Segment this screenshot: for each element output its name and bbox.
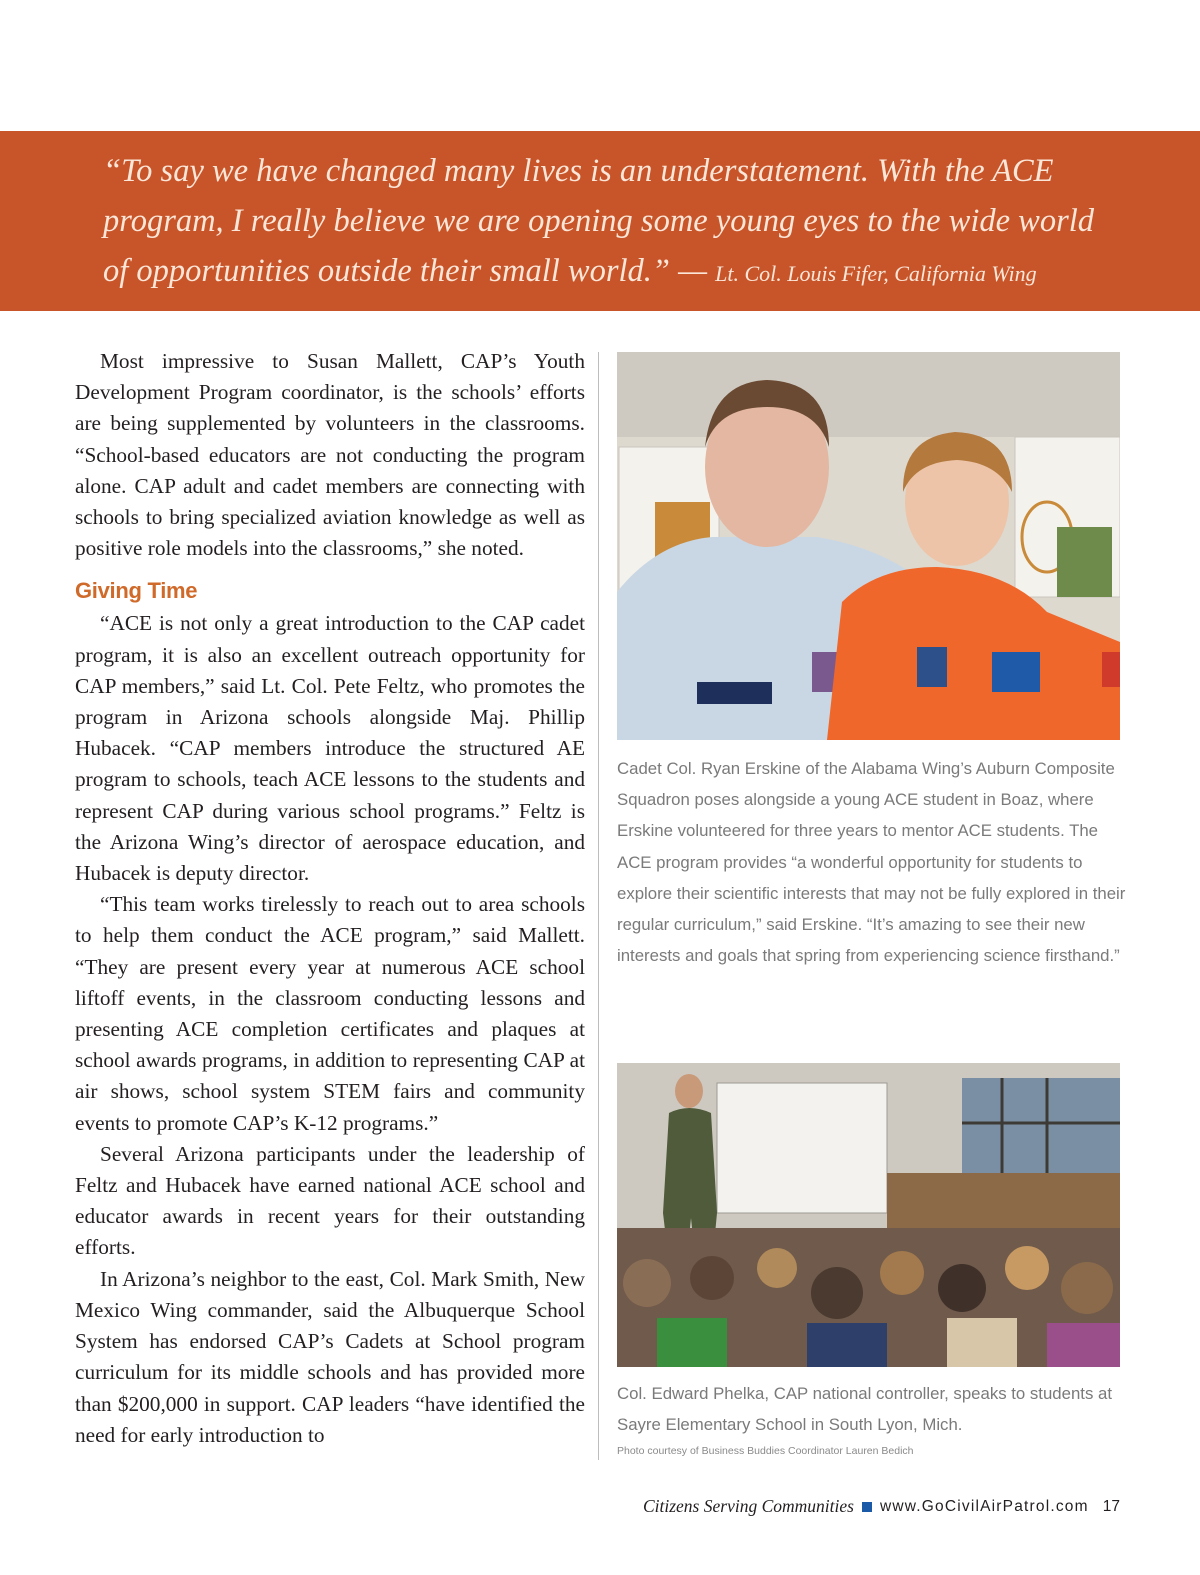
column-divider: [598, 352, 599, 1460]
article-paragraph: Several Arizona participants under the leadership of Feltz and Hubacek have earned national ACE school and educator awards in recent years for their outstanding efforts.: [75, 1141, 585, 1260]
photo-caption: Cadet Col. Ryan Erskine of the Alabama Wing’s Auburn Composite Squadron poses alongside a young ACE student in Boaz, where Erskine volunteered for three years to mentor ACE students. The ACE program provides “a wonderful opportunity for students to explore their scientific interests that may not be fully explored in their regular curriculum,” said Erskine. “It’s amazing to see their new interests and goals that spring from experiencing science firsthand.”: [617, 759, 1126, 966]
photo-classroom-illustration: [617, 1063, 1120, 1367]
photo-classroom: [617, 1063, 1120, 1367]
footer-tagline: Citizens Serving Communities: [642, 1496, 854, 1516]
photo-credit: Photo courtesy of Business Buddies Coordinator Lauren Bedich: [617, 1445, 914, 1457]
page-number: 17: [1102, 1497, 1120, 1515]
square-bullet-icon: [862, 1502, 872, 1512]
page-footer: [643, 1496, 1120, 1517]
pull-quote-attribution: Lt. Col. Louis Fifer, California Wing: [715, 261, 1037, 286]
pull-quote: [103, 146, 1123, 299]
article-paragraph: “This team works tirelessly to reach out to area schools to help them conduct the ACE program,” said Mallett. “They are present every year at numerous ACE school liftoff events, in the classroom conducting lessons and presenting ACE completion certificates and plaques at school awards programs, in addition to representing CAP at air shows, school system STEM fairs and community events to promote CAP’s K-12 programs.”: [75, 892, 585, 1135]
article-paragraph: Most impressive to Susan Mallett, CAP’s Youth Development Program coordinator, is the schools’ efforts are being supplemented by volunteers in the classrooms. “School-based educators are not conducting the program alone. CAP adult and cadet members are connecting with schools to bring specialized aviation knowledge as well as positive role models into the classrooms,” she noted.: [75, 349, 585, 561]
article-paragraph: In Arizona’s neighbor to the east, Col. Mark Smith, New Mexico Wing commander, said the Albuquerque School System has endorsed CAP’s Cadets at School program curriculum for its middle schools and has provided more than $200,000 in support. CAP leaders “have identified the need for early introduction to: [75, 1266, 585, 1447]
photo-cadet-and-student-illustration: [617, 352, 1120, 740]
footer-url[interactable]: www.GoCivilAirPatrol.com: [879, 1497, 1089, 1515]
article-column: [75, 346, 585, 1451]
pull-quote-text: “To say we have changed many lives is an understatement. With the ACE program, I really believe we are opening some young eyes to the wide world of opportunities outside their small world.” —: [103, 153, 1095, 289]
article-paragraph: “ACE is not only a great introduction to the CAP cadet program, it is also an excellent outreach opportunity for CAP members,” said Lt. Col. Pete Feltz, who promotes the program in Arizona schools alongside Maj. Phillip Hubacek. “CAP members introduce the structured AE program to schools, teach ACE lessons to the students and represent CAP during various school programs.” Feltz is the Arizona Wing’s director of aerospace education, and Hubacek is deputy director.: [75, 611, 585, 886]
photo-cadet-and-student: [617, 352, 1120, 740]
section-heading: Giving Time: [75, 578, 198, 604]
photo-caption: Col. Edward Phelka, CAP national controller, speaks to students at Sayre Elementary School in South Lyon, Mich.: [617, 1384, 1113, 1435]
